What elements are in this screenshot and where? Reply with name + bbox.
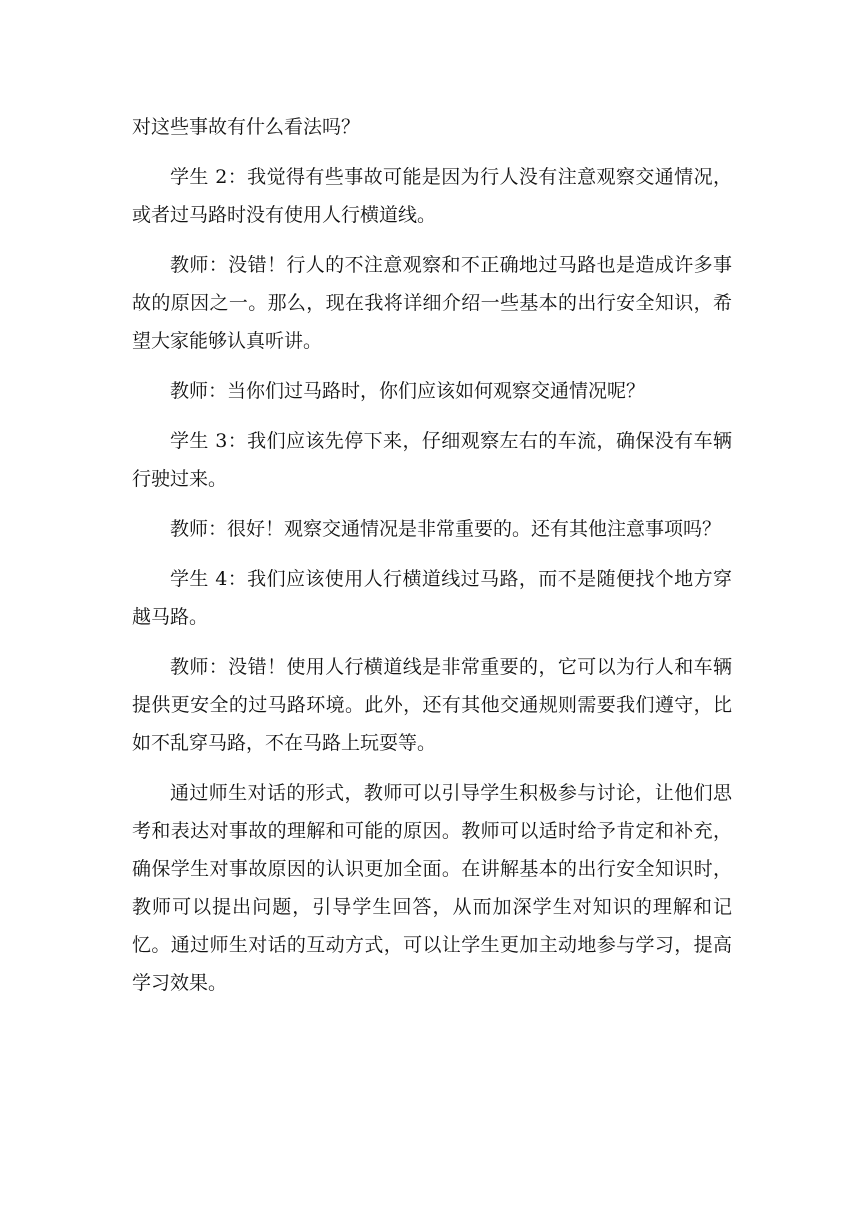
paragraph-student-3: 学生 3：我们应该先停下来，仔细观察左右的车流，确保没有车辆行驶过来。 [132, 430, 732, 490]
document-body [132, 108, 732, 1014]
paragraph-teacher-3: 教师：很好！观察交通情况是非常重要的。还有其他注意事项吗？ [170, 518, 722, 540]
paragraph-teacher-1: 教师：没错！行人的不注意观察和不正确地过马路也是造成许多事故的原因之一。那么，现在我将详细介绍一些基本的出行安全知识，希望大家能够认真听讲。 [132, 254, 732, 352]
paragraph-student-4: 学生 4：我们应该使用人行横道线过马路，而不是随便找个地方穿越马路。 [132, 568, 732, 628]
paragraph-summary: 通过师生对话的形式，教师可以引导学生积极参与讨论，让他们思考和表达对事故的理解和可能的原因。教师可以适时给予肯定和补充，确保学生对事故原因的认识更加全面。在讲解基本的出行安全知识时，教师可以提出问题，引导学生回答，从而加深学生对知识的理解和记忆。通过师生对话的互动方式，可以让学生更加主动地参与学习，提高学习效果。 [132, 782, 732, 994]
paragraph-continuation: 对这些事故有什么看法吗？ [132, 116, 361, 138]
paragraph-student-2: 学生 2：我觉得有些事故可能是因为行人没有注意观察交通情况，或者过马路时没有使用人行横道线。 [132, 166, 732, 226]
paragraph-teacher-2: 教师：当你们过马路时，你们应该如何观察交通情况呢？ [170, 380, 646, 402]
paragraph-teacher-4: 教师：没错！使用人行横道线是非常重要的，它可以为行人和车辆提供更安全的过马路环境。此外，还有其他交通规则需要我们遵守，比如不乱穿马路，不在马路上玩耍等。 [132, 656, 732, 754]
